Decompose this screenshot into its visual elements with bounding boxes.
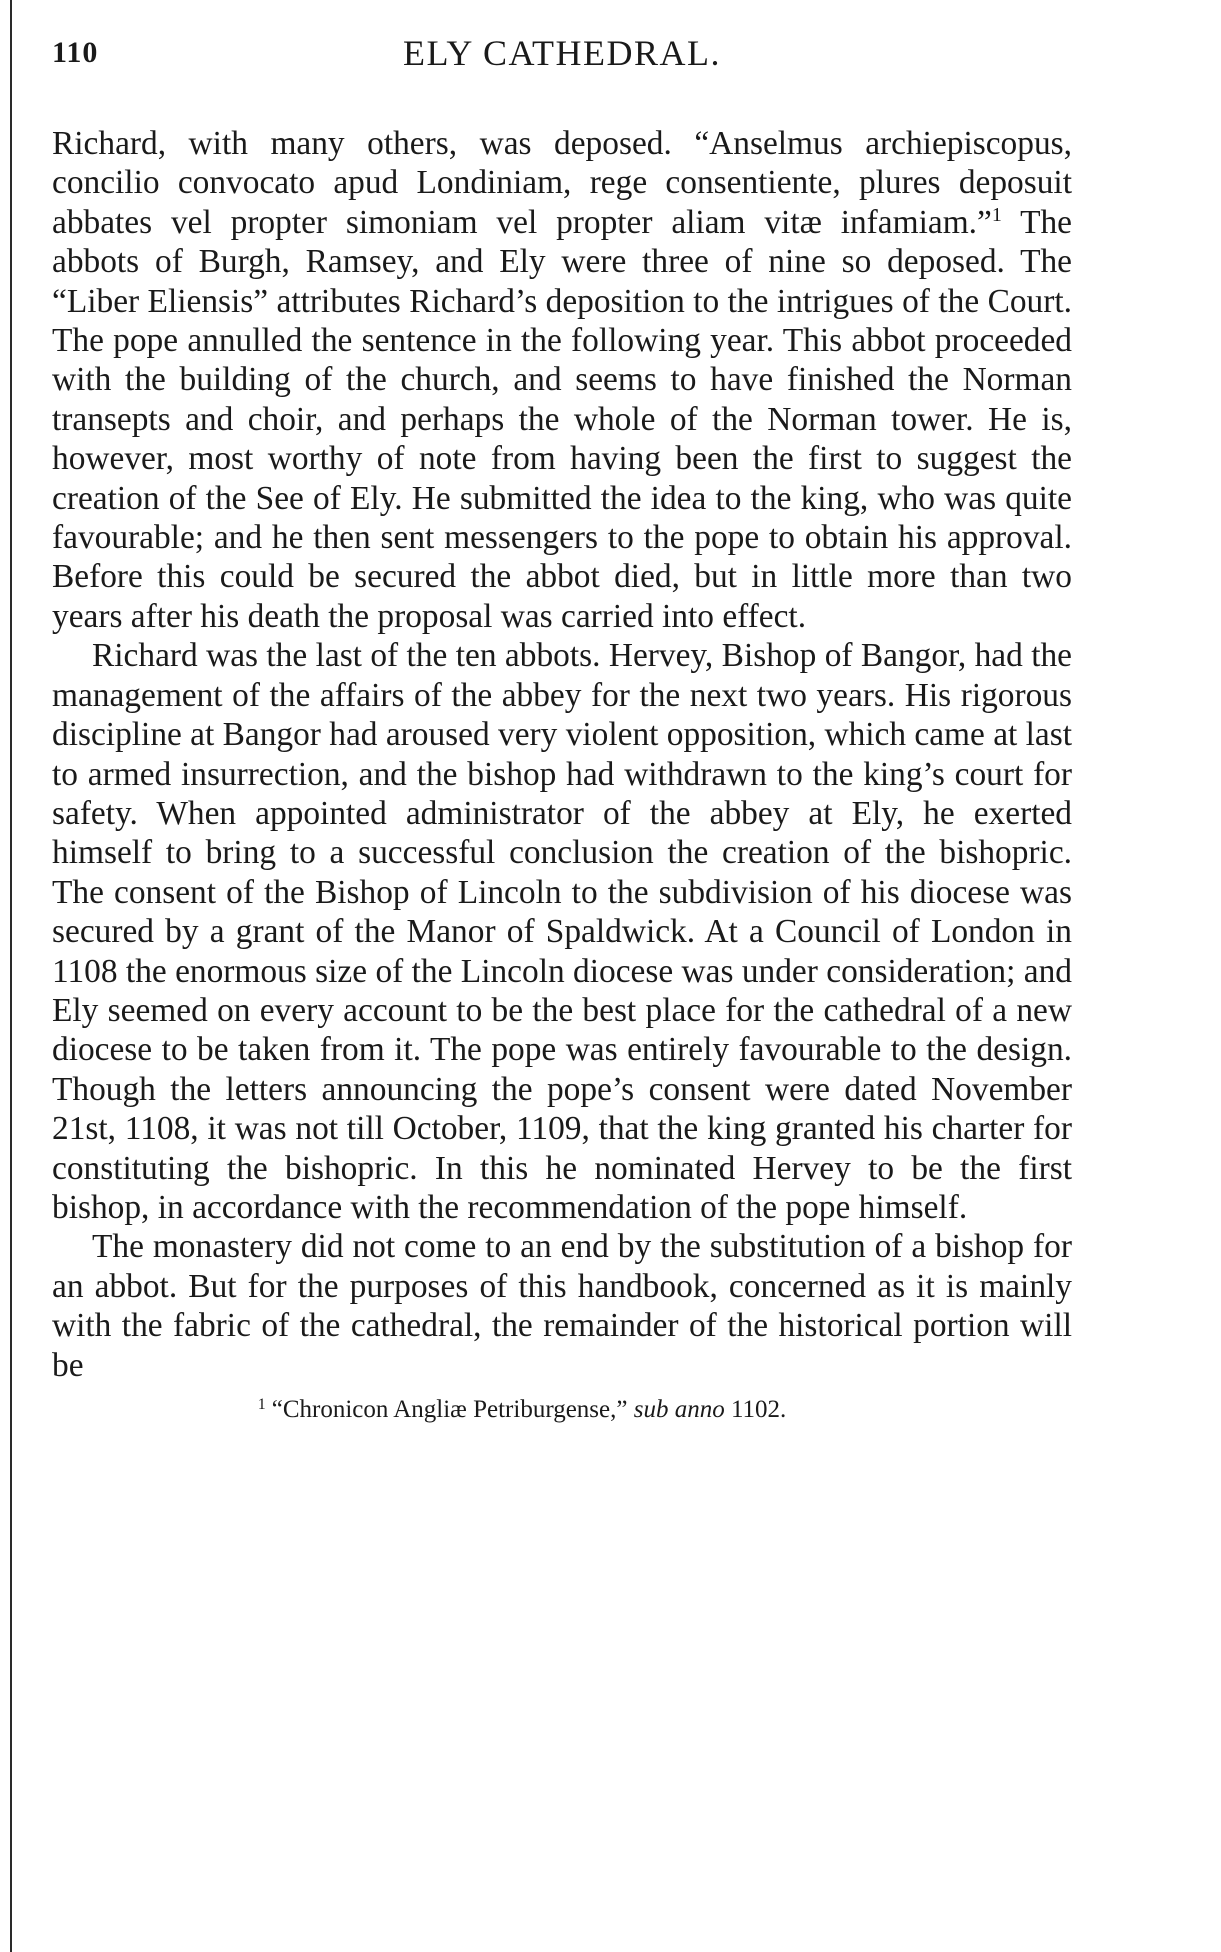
footnote [52,1389,1072,1426]
running-head [52,28,1072,84]
footnote-reference: 1 [991,203,1002,226]
page-number: 110 [52,36,99,69]
paragraph-1-text-start: Richard, with many others, was deposed. “Anselmus archiepiscopus, concilio convocato apud Londiniam, rege consentiente, plures deposuit abbates vel propter simoniam vel propter aliam vitæ infamiam.” [52,125,1072,241]
page-gutter-line [10,0,12,1952]
footnote-text: “Chronicon Angliæ Petriburgense,” [271,1396,628,1423]
footnote-year: 1102. [730,1396,787,1423]
paragraph-1-text-end: The abbots of Burgh, Ramsey, and Ely were three of nine so deposed. The “Liber Eliensis” attributes Richard’s deposition to the intrigues of the Court. The pope annulled the sentence in the following year. This abbot proceeded with the building of the church, and seems to have finished the Norman transepts and choir, and perhaps the whole of the Norman tower. He is, however, most worthy of note from having been the first to suggest the creation of the See of Ely. He submitted the idea to the king, who was quite favourable; and he then sent messengers to the pope to obtain his approval. Before this could be secured the abbot died, but in little more than two years after his death the proposal was carried into effect. [52,203,1072,635]
paragraph-2: Richard was the last of the ten abbots. Hervey, Bishop of Bangor, had the management of the affairs of the abbey for the next two years. His rigorous discipline at Bangor had aroused very violent opposition, which came at last to armed insurrection, and the bishop had withdrawn to the king’s court for safety. When appointed administrator of the abbey at Ely, he exerted himself to bring to a successful conclusion the creation of the bishopric. The consent of the Bishop of Lincoln to the subdivision of his diocese was secured by a grant of the Manor of Spaldwick. At a Council of London in 1108 the enormous size of the Lincoln diocese was under consideration; and Ely seemed on every account to be the best place for the cathedral of a new diocese to be taken from it. The pope was entirely favourable to the design. Though the letters announcing the pope’s consent were dated November 21st, 1108, it was not till October, 1109, that the king granted his charter for constituting the bishopric. In this he nominated Hervey to be the first bishop, in accordance with the recommendation of the pope himself. [52,637,1073,1226]
footnote-mark: 1 [257,1396,266,1413]
book-page [52,28,1072,1426]
body-text [52,124,1072,1385]
paragraph-1 [52,124,1072,636]
paragraph-3: The monastery did not come to an end by the substitution of a bishop for an abbot. But for the purposes of this handbook, concerned as it is mainly with the fabric of the cathedral, the remainder of the historical portion will be [52,1228,1072,1384]
running-title: ELY CATHEDRAL. [402,33,722,73]
footnote-italic: sub anno [633,1396,725,1423]
